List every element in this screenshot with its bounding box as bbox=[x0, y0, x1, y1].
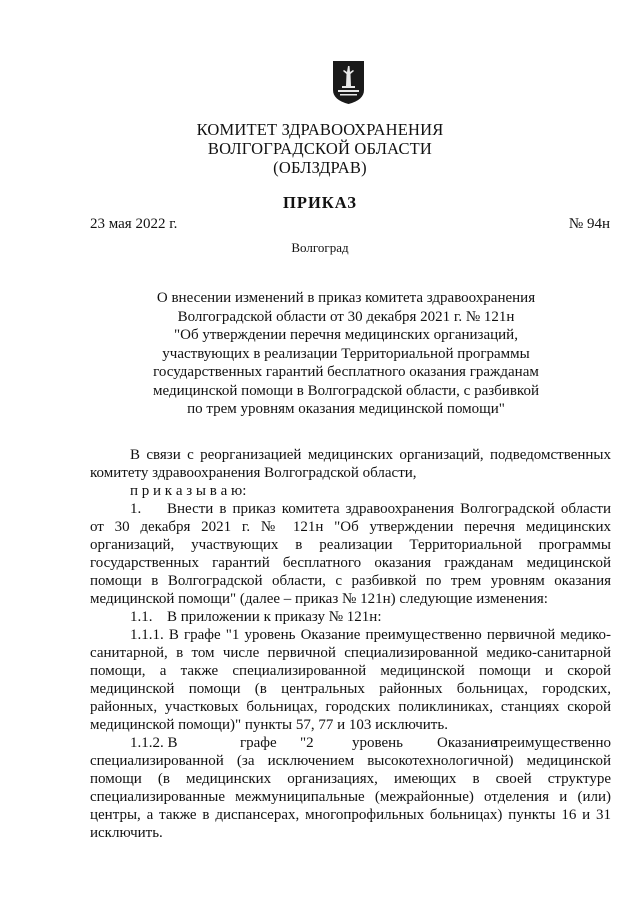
body-line: специализированные межмуниципальные (межрайонные) отделения и (или) bbox=[90, 789, 611, 805]
body-line: организаций, участвующих в реализации Территориальной программы bbox=[90, 537, 611, 553]
body-line: комитету здравоохранения Волгоградской области, bbox=[90, 465, 417, 481]
body-line: помощи в Волгоградской области, с разбивкой по трем уровням оказания bbox=[90, 573, 611, 589]
body-word: Оказание bbox=[437, 735, 497, 751]
subject-line: участвующих в реализации Территориальной программы bbox=[162, 345, 530, 362]
body-line: В связи с реорганизацией медицинских организаций, подведомственных bbox=[130, 447, 611, 463]
org-abbreviation: (ОБЛЗДРАВ) bbox=[273, 158, 367, 177]
body-word: преимущественно bbox=[494, 735, 611, 751]
volgograd-emblem-icon bbox=[332, 60, 365, 105]
body-line: медицинской помощи)" пункты 57, 77 и 103 исключить. bbox=[90, 717, 448, 733]
body-line: районных, участковых больницах, городских поликлиниках, станциях скорой bbox=[90, 699, 611, 715]
body-line: помощи, а также специализированной медицинской помощи и скорой bbox=[90, 663, 611, 679]
subject-line: О внесении изменений в приказ комитета здравоохранения bbox=[156, 290, 536, 306]
body-line: Внести в приказ комитета здравоохранения Волгоградской области bbox=[167, 501, 611, 517]
body-line: 1.1.1. В графе "1 уровень Оказание преимущественно первичной медико- bbox=[130, 627, 611, 643]
document-subject bbox=[120, 289, 572, 419]
body-word: уровень bbox=[352, 735, 404, 751]
body-line: от 30 декабря 2021 г. № 121н "Об утверждении перечня медицинских bbox=[90, 519, 611, 535]
body-line: санитарной, в том числе первичной специализированной медико-санитарной bbox=[90, 645, 611, 661]
document-date: 23 мая 2022 г. bbox=[90, 216, 178, 232]
body-line: медицинской помощи (в центральных районных больницах, городских, bbox=[90, 681, 611, 697]
body-line: исключить. bbox=[90, 825, 163, 841]
subject-line: Волгоградской области от 30 декабря 2021 г. № 121н bbox=[177, 308, 515, 325]
document-number: № 94н bbox=[568, 216, 610, 232]
body-line: п р и к а з ы в а ю: bbox=[130, 483, 247, 499]
body-word: "2 bbox=[300, 735, 314, 751]
org-name-line-1: КОМИТЕТ ЗДРАВООХРАНЕНИЯ bbox=[196, 120, 444, 139]
body-word: графе bbox=[240, 735, 277, 751]
list-marker: 1. bbox=[130, 501, 142, 517]
list-marker: 1.1. bbox=[130, 609, 153, 625]
body-line: помощи (в медицинских организациях, имеющих в своей структуре bbox=[90, 771, 611, 787]
org-name-line-2: ВОЛГОГРАДСКОЙ ОБЛАСТИ bbox=[207, 139, 433, 158]
body-line: государственных гарантий бесплатного оказания гражданам медицинской bbox=[90, 555, 611, 571]
document-type: ПРИКАЗ bbox=[283, 193, 357, 212]
body-line: В приложении к приказу № 121н: bbox=[167, 609, 382, 625]
subject-line: медицинской помощи в Волгоградской области, с разбивкой bbox=[153, 382, 539, 399]
subject-line: "Об утверждении перечня медицинских организаций, bbox=[174, 327, 518, 343]
body-line: центры, а также в диспансерах, многопрофильных больницах) пункты 16 и 31 bbox=[90, 807, 611, 823]
document-city: Волгоград bbox=[291, 240, 349, 255]
body-word: 1.1.2. В bbox=[130, 735, 178, 751]
body-line: специализированной (за исключением высокотехнологичной) медицинской bbox=[90, 753, 611, 769]
subject-line: государственных гарантий бесплатного оказания гражданам bbox=[153, 364, 539, 380]
body-line: медицинской помощи" (далее – приказ № 121н) следующие изменения: bbox=[90, 591, 548, 607]
subject-line: по трем уровням оказания медицинской помощи" bbox=[187, 401, 505, 417]
